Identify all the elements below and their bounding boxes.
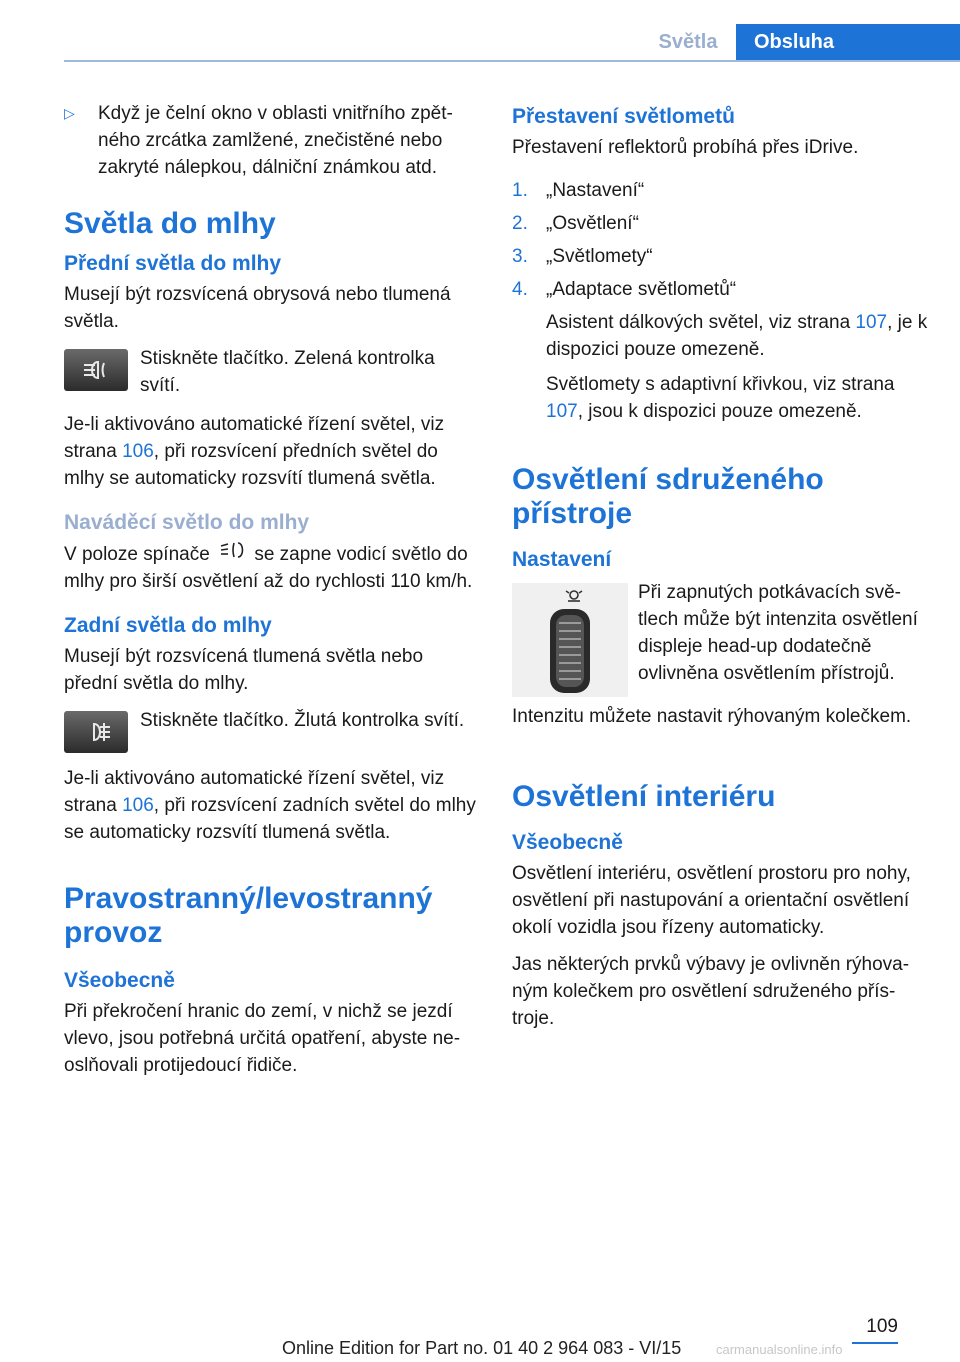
- bullet-text: Když je čelní okno v oblasti vnitřního zpětného zrcátka zamlžené, znečistěné nebo zakryté nálepkou, dálniční známkou atd.: [98, 103, 453, 178]
- general-left-text: Při překročení hranic do zemí, v nichž se jezdí vlevo, jsou potřebná určitá opatření, abyste neoslňovali protijedoucí řidiče.: [64, 1001, 461, 1076]
- heading-guide-light: Naváděcí světlo do mlhy: [64, 511, 310, 534]
- page-link-106[interactable]: 106: [122, 441, 154, 462]
- headlight-adjust-intro: Přestavení reflektorů probíhá přes iDrive.: [512, 137, 859, 158]
- heading-headlight-adjust: Přestavení světlometů: [512, 105, 735, 128]
- thumbwheel-image: [512, 583, 628, 697]
- heading-cluster-lighting: Osvětlení sdruženého přístroje: [512, 463, 824, 530]
- heading-setting: Nastavení: [512, 548, 612, 571]
- wheel-row: [512, 579, 928, 697]
- heading-general-left: Všeobecně: [64, 969, 175, 992]
- front-fog-light-icon: [80, 358, 112, 382]
- front-fog-button-image: [64, 349, 128, 391]
- front-fog-auto-text: Je-li aktivováno automatické řízení světel, viz strana 106, při rozsvícení předních světel do mlhy se automaticky rozsvítí tlumená světla.: [64, 414, 445, 489]
- thumbwheel-icon: [512, 583, 628, 697]
- idrive-steps: [512, 177, 928, 303]
- windshield-bullet: [64, 100, 476, 181]
- page-link-107[interactable]: 107: [546, 401, 578, 422]
- heading-general-right: Všeobecně: [512, 831, 623, 854]
- rear-fog-button-text: Stiskněte tlačítko. Žlutá kontrolka svítí.: [140, 710, 465, 731]
- front-fog-intro: Musejí být rozsvícená obrysová nebo tlumená světla.: [64, 284, 451, 332]
- heading-traffic-side: Pravostranný/levostranný provoz: [64, 882, 433, 949]
- rear-fog-button-row: [64, 707, 476, 753]
- guide-light-text: V poloze spínače se zapne vodicí světlo do mlhy pro širší osvětlení až do rychlosti 110 km/h.: [64, 540, 476, 595]
- left-column: [64, 100, 476, 1089]
- heading-front-fog: Přední světla do mlhy: [64, 252, 282, 275]
- interior-text-1: Osvětlení interiéru, osvětlení prostoru pro nohy, osvětlení při nastupování a orientační osvětlení okolí vozidla jsou řízeny automaticky.: [512, 863, 911, 938]
- right-column: [512, 100, 928, 1042]
- page-link-106[interactable]: 106: [122, 795, 154, 816]
- header-tabs: [640, 24, 960, 61]
- triangle-bullet-icon: ▷: [64, 105, 75, 121]
- step-item: 1. „Nastavení“: [512, 180, 645, 201]
- wheel-text: Při zapnutých potkávacích světlech může být intenzita osvětlení displeje head-up dodatečně ovlivněna osvětlením přístrojů.: [638, 582, 918, 684]
- footer-rule: [852, 1342, 898, 1344]
- header-rule: [64, 60, 960, 62]
- switch-position-icon: [215, 540, 249, 568]
- heading-fog-lights: Světla do mlhy: [64, 207, 276, 240]
- heading-interior-lighting: Osvětlení interiéru: [512, 780, 776, 813]
- page-number: 109: [866, 1316, 898, 1337]
- step-item: 2. „Osvětlení“: [512, 213, 639, 234]
- footer: [0, 1318, 960, 1362]
- step-item: 3. „Světlomety“: [512, 246, 653, 267]
- rear-fog-intro: Musejí být rozsvícená tlumená světla nebo přední světla do mlhy.: [64, 646, 424, 694]
- setting-text: Intenzitu můžete nastavit rýhovaným kolečkem.: [512, 706, 912, 727]
- edition-text: Online Edition for Part no. 01 40 2 964 083 - VI/15: [282, 1338, 682, 1358]
- step-note-high-beam: Asistent dálkových světel, viz strana 107, je k dispozici pouze omezeně.: [546, 312, 928, 360]
- rear-fog-auto-text: Je-li aktivováno automatické řízení světel, viz strana 106, při rozsvícení zadních světel do mlhy se automaticky rozsvítí tlumená světla.: [64, 768, 476, 843]
- interior-text-2: Jas některých prvků výbavy je ovlivněn rýhovaným kolečkem pro osvětlení sdruženého přístroje.: [512, 954, 910, 1029]
- rear-fog-button-image: [64, 711, 128, 753]
- heading-rear-fog: Zadní světla do mlhy: [64, 614, 272, 637]
- header-section-lights: Světla: [658, 31, 718, 53]
- page-link-107[interactable]: 107: [855, 312, 888, 333]
- step-item: 4. „Adaptace světlometů“: [512, 279, 737, 300]
- rear-fog-light-icon: [80, 720, 112, 744]
- header-chapter-operation: Obsluha: [736, 24, 960, 61]
- watermark: carmanualsonline.info: [716, 1342, 843, 1357]
- front-fog-button-text: Stiskněte tlačítko. Zelená kontrolka svítí.: [140, 348, 435, 396]
- front-fog-button-row: [64, 345, 476, 399]
- step-note-adaptive: Světlomety s adaptivní křivkou, viz strana 107, jsou k dispozici pouze omezeně.: [546, 374, 895, 422]
